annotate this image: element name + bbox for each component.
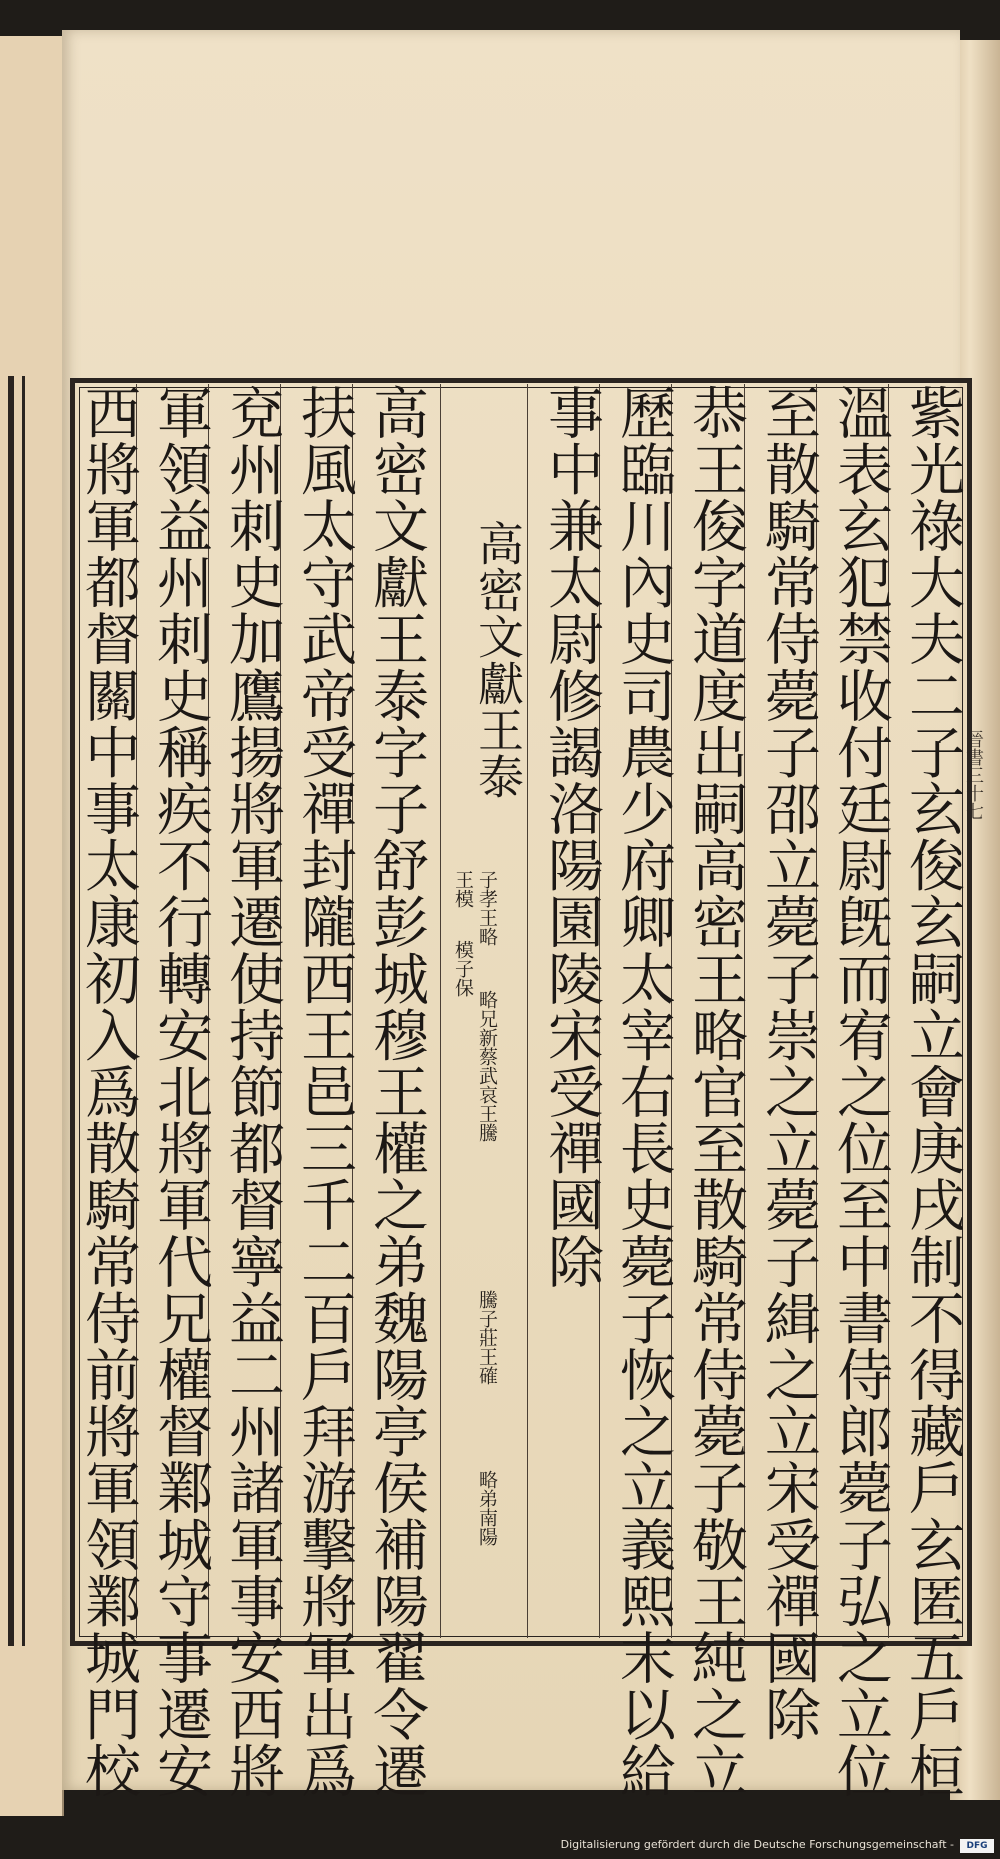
column-divider — [527, 384, 528, 1638]
genealogy-note-a4: 略弟南陽 — [476, 1470, 498, 1546]
text-column-9: 兗州刺史加鷹揚將軍遷使持節都督寧益二州諸軍事安西將 — [220, 384, 285, 1799]
text-column-3: 至散騎常侍薨子邵立薨子崇之立薨子緝之立宋受禪國除 — [756, 384, 821, 1743]
genealogy-note-b2: 模子保 — [452, 940, 474, 997]
column-divider — [440, 384, 441, 1638]
genealogy-note-a1: 子孝王略 — [476, 870, 498, 946]
margin-label: 晉書三十七 — [963, 730, 984, 820]
genealogy-note-b1: 王模 — [452, 870, 474, 908]
genealogy-note-a3: 騰子莊王確 — [476, 1290, 498, 1385]
dfg-logo: DFG — [960, 1839, 994, 1853]
left-page-edge — [0, 36, 64, 1816]
text-column-10: 軍領益州刺史稱疾不行轉安北將軍代兄權督鄴城守事遷安 — [148, 384, 213, 1799]
section-heading: 高密文獻王泰 — [471, 520, 525, 800]
text-column-5: 歷臨川內史司農少府卿太宰右長史薨子恢之立義熙末以給 — [611, 384, 676, 1799]
text-column-7: 高密文獻王泰字子舒彭城穆王權之弟魏陽亭侯補陽翟令遷 — [364, 384, 429, 1799]
left-page-border-thin — [22, 376, 25, 1646]
left-page-border-thick — [8, 376, 14, 1646]
digitization-caption: Digitalisierung gefördert durch die Deutsche Forschungsgemeinschaft - — [560, 1838, 954, 1851]
text-column-1: 紫光祿大夫二子玄俊玄嗣立會庚戌制不得藏戶玄匿五戶桓 — [900, 384, 965, 1799]
text-column-6: 事中兼太尉修謁洛陽園陵宋受禪國除 — [539, 384, 604, 1290]
text-column-8: 扶風太守武帝受禪封隴西王邑三千二百戶拜游擊將軍出爲 — [292, 384, 357, 1799]
text-column-4: 恭王俊字道度出嗣高密王略官至散騎常侍薨子敬王純之立 — [683, 384, 748, 1799]
text-column-2: 溫表玄犯禁收付廷尉旣而宥之位至中書侍郎薨子弘之立位 — [828, 384, 893, 1799]
genealogy-note-a2: 略兄新蔡武哀王騰 — [476, 990, 498, 1142]
text-column-11: 西將軍都督關中事太康初入爲散騎常侍前將軍領鄴城門校 — [76, 384, 141, 1799]
